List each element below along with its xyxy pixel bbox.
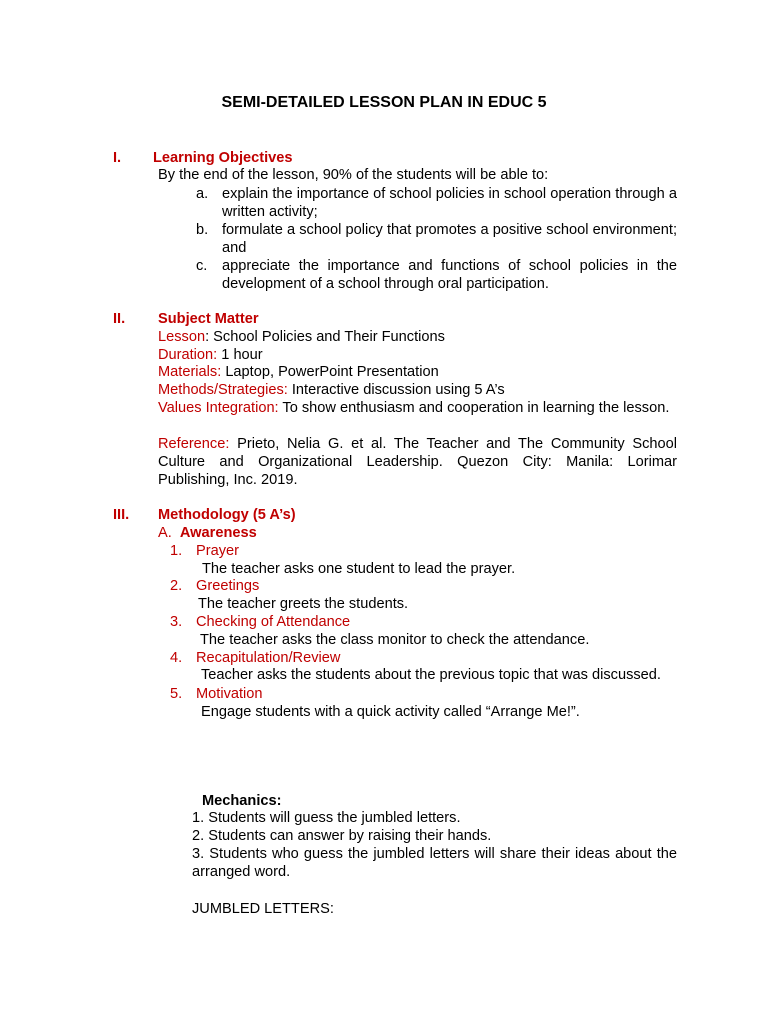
step-2-title: Greetings [196,578,260,594]
step-3-number: 3. [170,614,183,630]
step-4-desc: Teacher asks the students about the previous topic that was discussed. [201,667,661,683]
step-5-title: Motivation [196,686,263,702]
step-1-number: 1. [170,543,183,559]
step-3-title: Checking of Attendance [196,614,351,630]
step-4-number: 4. [170,650,183,666]
document-title: SEMI-DETAILED LESSON PLAN IN EDUC 5 [221,94,547,111]
reference-value: Prieto, Nelia G. et al. The Teacher and The Community School Culture and Organizational Leadership. Quezon City: Manila: Lorimar Publishing, Inc. 2019. [158,436,677,488]
lesson-line [158,329,678,347]
objective-b-marker: b. [196,222,209,238]
mechanics-item-2: 2. Students can answer by raising their hands. [192,828,492,844]
values-value: To show enthusiasm and cooperation in learning the lesson. [278,400,670,416]
step-5-desc: Engage students with a quick activity called “Arrange Me!”. [201,704,580,720]
methods-value: Interactive discussion using 5 A’s [287,382,505,398]
materials-label: Materials: [158,364,222,380]
mechanics-item-1: 1. Students will guess the jumbled letters. [192,810,461,826]
step-5-number: 5. [170,686,183,702]
values-line [158,400,677,418]
step-3-desc: The teacher asks the class monitor to check the attendance. [200,632,590,648]
mechanics-heading: Mechanics: [202,793,282,809]
subsection-a-heading [158,525,257,543]
section-3-number: III. [113,507,130,523]
materials-line [158,364,678,382]
methods-line [158,382,678,400]
section-2-heading: Subject Matter [158,311,259,327]
step-2-number: 2. [170,578,183,594]
step-4-title: Recapitulation/Review [196,650,341,666]
values-label: Values Integration: [158,400,279,416]
section-1-number: I. [113,150,122,166]
objective-c-marker: c. [196,258,208,274]
section-1-heading: Learning Objectives [153,150,293,166]
objective-a-marker: a. [196,186,209,202]
subsection-a-title: Awareness [179,525,257,541]
step-1-title: Prayer [196,543,239,559]
objectives-intro: By the end of the lesson, 90% of the students will be able to: [158,167,549,183]
objective-c-text: appreciate the importance and functions of school policies in the development of a school through oral participation. [222,258,677,292]
step-1-desc: The teacher asks one student to lead the prayer. [202,561,516,577]
duration-line [158,347,678,365]
objective-b-text: formulate a school policy that promotes a positive school environment; and [222,222,677,256]
section-3-heading: Methodology (5 A’s) [158,507,296,523]
materials-value: Laptop, PowerPoint Presentation [221,364,439,380]
methods-label: Methods/Strategies: [158,382,288,398]
mechanics-item-3: 3. Students who guess the jumbled letters will share their ideas about the arranged word. [192,846,677,880]
reference-label: Reference: [158,436,230,452]
step-2-desc: The teacher greets the students. [198,596,409,612]
subsection-a-marker: A. [158,525,172,541]
lesson-label: Lesson [158,329,206,345]
duration-value: 1 hour [217,347,263,363]
duration-label: Duration: [158,347,218,363]
objective-a-text: explain the importance of school policies in school operation through a written activity; [222,186,677,220]
reference-line [158,436,677,489]
jumbled-letters-label: JUMBLED LETTERS: [192,901,334,917]
lesson-value: : School Policies and Their Functions [205,329,445,345]
section-2-number: II. [113,311,126,327]
